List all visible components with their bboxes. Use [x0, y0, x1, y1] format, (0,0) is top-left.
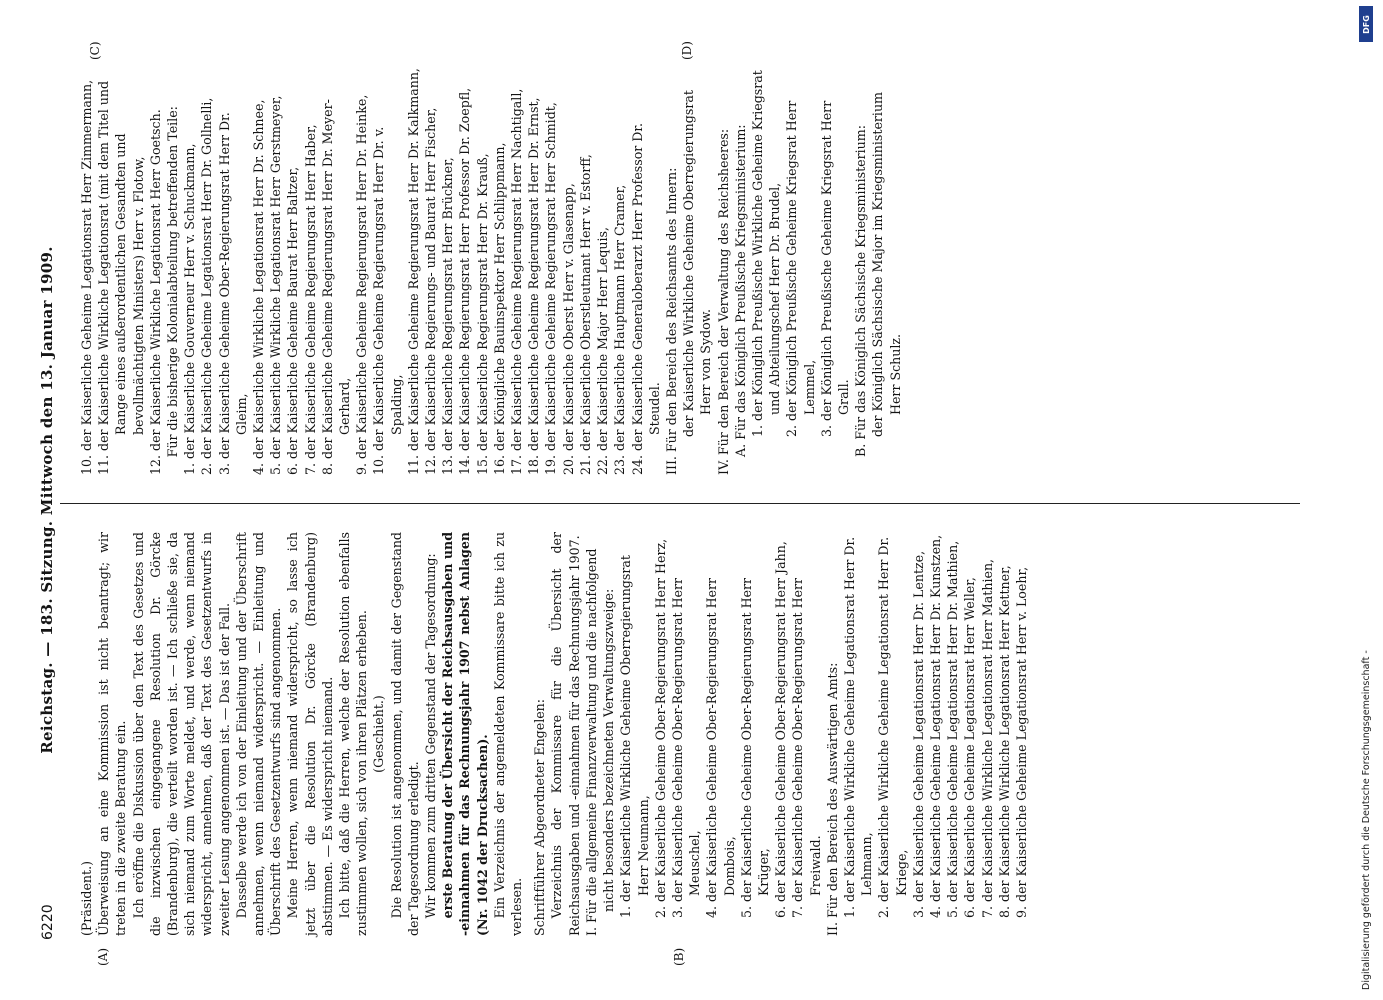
list-item: 2. der Königlich Preußische Geheime Kriegsrat Herr Lemmel, — [784, 100, 817, 437]
page-header — [36, 60, 66, 940]
list-item: 1. der Kaiserliche Wirkliche Geheime Legationsrat Herr Dr. Lehmann, — [841, 536, 875, 918]
list-item: 24. der Kaiserliche Generaloberarzt Herr Professor Dr. Steudel. — [629, 122, 662, 475]
list-item: 11. der Kaiserliche Wirkliche Legationsrat (mit dem Titel und Range eines außerordentlichen Gesandten und bevollmächtigten Ministers) Herr v. Flotow, — [96, 80, 146, 475]
list-item: 2. der Kaiserliche Geheime Ober-Regierungsrat Herr Herz, — [652, 538, 668, 918]
commissioner-list — [78, 67, 164, 475]
list-item: 11. der Kaiserliche Geheime Regierungsrat Herr Dr. Kalkmann, — [405, 68, 421, 475]
paragraph: der Kaiserliche Wirkliche Geheime Oberregierungsrat Herr von Sydow. — [681, 90, 714, 437]
section-heading: II. Für den Bereich des Auswärtigen Amts: — [824, 662, 840, 936]
list-item: 5. der Kaiserliche Wirkliche Legationsrat Herr Gerstmeyer, — [268, 95, 284, 475]
list-item: 9. der Kaiserliche Geheime Regierungsrat Herr Dr. Heinke, — [354, 94, 370, 475]
list-item: 4. der Kaiserliche Geheime Ober-Regierungsrat Herr Dombois, — [704, 577, 737, 918]
paragraph: Die Resolution ist angenommen, und damit der Gegenstand der Tagesordnung erledigt. — [388, 532, 421, 936]
paragraph: Meine Herren, wenn niemand widerspricht, so lasse ich jetzt über die Resolution Dr. Görcke (Brandenburg) abstimmen. — Es widerspricht niemand. — [285, 532, 335, 936]
list-item: 23. der Kaiserliche Hauptmann Herr Cramer, — [612, 184, 628, 475]
list-item: 10. der Kaiserliche Geheime Legationsrat Herr Zimmermann, — [79, 79, 94, 475]
margin-mark-a: (A) — [96, 947, 110, 966]
paragraph: Ein Verzeichnis der angemeldeten Kommissare bitte ich zu verlesen. — [491, 532, 525, 936]
paragraph: Ich bitte, daß die Herren, welche der Resolution ebenfalls zustimmen wollen, sich von ihren Plätzen erheben. — [337, 532, 370, 936]
list-item: 6. der Kaiserliche Geheime Legationsrat Herr Weller, — [962, 577, 978, 918]
margin-mark-d: (D) — [680, 41, 694, 60]
list-item: 18. der Kaiserliche Geheime Regierungsrat Herr Dr. Ernst, — [526, 97, 542, 475]
list-item: 19. der Kaiserliche Geheime Regierungsrat Herr Schmidt, — [543, 102, 559, 475]
list-item: 9. der Kaiserliche Geheime Legationsrat Herr v. Loehr, — [1013, 566, 1029, 918]
list-item: 21. der Kaiserliche Oberstleutnant Herr v. Estorff, — [577, 154, 593, 475]
list-item: 7. der Kaiserliche Geheime Ober-Regierungsrat Herr Freiwald. — [790, 577, 823, 918]
list-item: 1. der Königlich Preußische Wirkliche Geheime Kriegsrat und Abteilungschef Herr Dr. Brudel, — [749, 70, 783, 437]
list-item: 6. der Kaiserliche Geheime Baurat Herr Baltzer, — [285, 166, 301, 475]
list-item: 5. der Kaiserliche Geheime Ober-Regierungsrat Herr Krüger, — [738, 577, 771, 918]
list-item: 6. der Kaiserliche Geheime Ober-Regierungsrat Herr Jahn, — [773, 541, 789, 918]
section-heading: Für die bisherige Kolonialabteilung betreffenden Teile: — [165, 106, 181, 458]
list-item: 4. der Kaiserliche Wirkliche Legationsrat Herr Dr. Schnee, — [251, 99, 267, 475]
column-divider — [60, 503, 1300, 504]
list-item: 3. der Kaiserliche Geheime Legationsrat Herr Dr. Lentze, — [910, 550, 926, 918]
speaker-label: Schriftführer Abgeordneter Engelen: — [532, 698, 548, 936]
list-item: 8. der Kaiserliche Geheime Regierungsrat Herr Dr. Meyer-Gerhard, — [319, 99, 353, 475]
list-item: 1. der Kaiserliche Wirkliche Geheime Oberregierungsrat Herr Neumann, — [618, 555, 651, 918]
page-title: Reichstag. — 183. Sitzung. Mittwoch den 13. Januar 1909. — [38, 246, 56, 754]
list-item: 8. der Kaiserliche Wirkliche Legationsrat Herr Kettner, — [996, 565, 1012, 918]
list-item: 1. der Kaiserliche Gouverneur Herr v. Schuckmann, — [182, 143, 198, 475]
subsection-heading: B. Für das Königlich Sächsische Kriegsministerium: — [853, 125, 869, 457]
margin-mark-b: (B) — [672, 947, 686, 966]
dfg-logo: DFG — [1359, 6, 1373, 42]
commissioner-list — [749, 67, 852, 475]
paragraph: Dasselbe werde ich von der Einleitung und der Überschrift annehmen, wenn niemand widerspricht. — Einleitung und Überschrift des Gesetzentwurfs sind angenommen. — [233, 532, 284, 936]
digitization-strip — [1355, 0, 1383, 1000]
digitization-note: Digitalisierung gefördert durch die Deutsche Forschungsgemeinschaft - — [1361, 650, 1372, 990]
paragraph: Überweisung an eine Kommission ist nicht beantragt; wir treten in die zweite Beratung ein. — [96, 532, 129, 936]
list-item: 17. der Kaiserliche Geheime Regierungsrat Herr Nachtigall, — [509, 88, 525, 475]
commissioner-list — [181, 67, 663, 475]
list-item: 7. der Kaiserliche Geheime Regierungsrat Herr Haber, — [302, 124, 318, 475]
list-item: 12. der Kaiserliche Regierungs- und Baurat Herr Fischer, — [423, 107, 439, 475]
margin-mark-c: (C) — [88, 41, 102, 60]
list-item: 7. der Kaiserliche Wirkliche Legationsrat Herr Mathien, — [979, 558, 995, 918]
paragraph: Wir kommen zum dritten Gegenstand der Tagesordnung: — [423, 553, 439, 919]
list-item: 10. der Kaiserliche Geheime Regierungsrat Herr Dr. v. Spalding, — [371, 126, 404, 475]
left-column — [78, 532, 1030, 936]
list-item: 22. der Kaiserliche Major Herr Lequis, — [595, 226, 611, 475]
list-item: 3. der Kaiserliche Geheime Ober-Regierungsrat Herr Dr. Gleim, — [216, 112, 249, 475]
list-item: 15. der Kaiserliche Regierungsrat Herr Dr. Krauß, — [474, 153, 490, 475]
section-heading: I. Für die allgemeine Finanzverwaltung und die nachfolgend nicht besonders bezeichneten Verwaltungszweige: — [583, 548, 617, 936]
list-item: 3. der Kaiserliche Geheime Ober-Regierungsrat Herr Meuschel, — [669, 577, 703, 918]
list-item: 2. der Kaiserliche Wirkliche Geheime Legationsrat Herr Dr. Kriege, — [876, 536, 909, 918]
list-item: 14. der Kaiserliche Regierungsrat Herr Professor Dr. Zoepfl, — [457, 87, 473, 475]
right-column — [78, 67, 904, 475]
list-item: 3. der Königlich Preußische Geheime Kriegsrat Herr Grall. — [818, 100, 851, 437]
speaker-label: (Präsident.) — [79, 860, 94, 936]
commissioner-list — [617, 532, 823, 936]
list-item: 2. der Kaiserliche Geheime Legationsrat Herr Dr. Gollnelli, — [199, 97, 215, 475]
agenda-item: erste Beratung der Übersicht der Reichsausgaben und -einnahmen für das Rechnungsjahr 1907 nebst Anlagen (Nr. 1042 der Drucksachen). — [440, 532, 490, 936]
stage-direction: (Geschieht.) — [371, 695, 387, 773]
paragraph: der Königlich Sächsische Major im Kriegsministerium Herr Schulz. — [870, 92, 903, 437]
commissioner-list — [841, 532, 1030, 936]
paragraph: Verzeichnis der Kommissare für die Übersicht der Reichsausgaben und -einnahmen für das Rechnungsjahr 1907. — [549, 532, 582, 936]
list-item: 12. der Kaiserliche Wirkliche Legationsrat Herr Goetsch. — [147, 109, 163, 475]
list-item: 5. der Kaiserliche Geheime Legationsrat Herr Dr. Mathien, — [945, 540, 961, 918]
subsection-heading: A. Für das Königlich Preußische Kriegsministerium: — [732, 124, 748, 457]
list-item: 16. der Königliche Bauinspektor Herr Schlippmann, — [491, 142, 507, 475]
page-number: 6220 — [40, 904, 56, 940]
list-item: 20. der Kaiserliche Oberst Herr v. Glasenapp, — [560, 183, 576, 475]
section-heading: III. Für den Bereich des Reichsamts des Innern: — [663, 167, 679, 475]
paragraph: Ich eröffne die Diskussion über den Text des Gesetzes und die inzwischen eingegangene Resolution Dr. Görcke (Brandenburg), die verteilt worden ist. — Ich schließe sie, da sich niemand zum Worte meldet, und werde, wenn niemand widerspricht, annehmen, daß der Text des Gesetzentwurfs in zweiter Lesung angenommen ist. — Das ist der Fall. — [130, 532, 232, 936]
list-item: 13. der Kaiserliche Regierungsrat Herr Brückner, — [440, 157, 456, 475]
list-item: 4. der Kaiserliche Geheime Legationsrat Herr Dr. Kunstzen, — [927, 534, 943, 918]
section-heading: IV. Für den Bereich der Verwaltung des Reichsheeres: — [715, 128, 731, 475]
